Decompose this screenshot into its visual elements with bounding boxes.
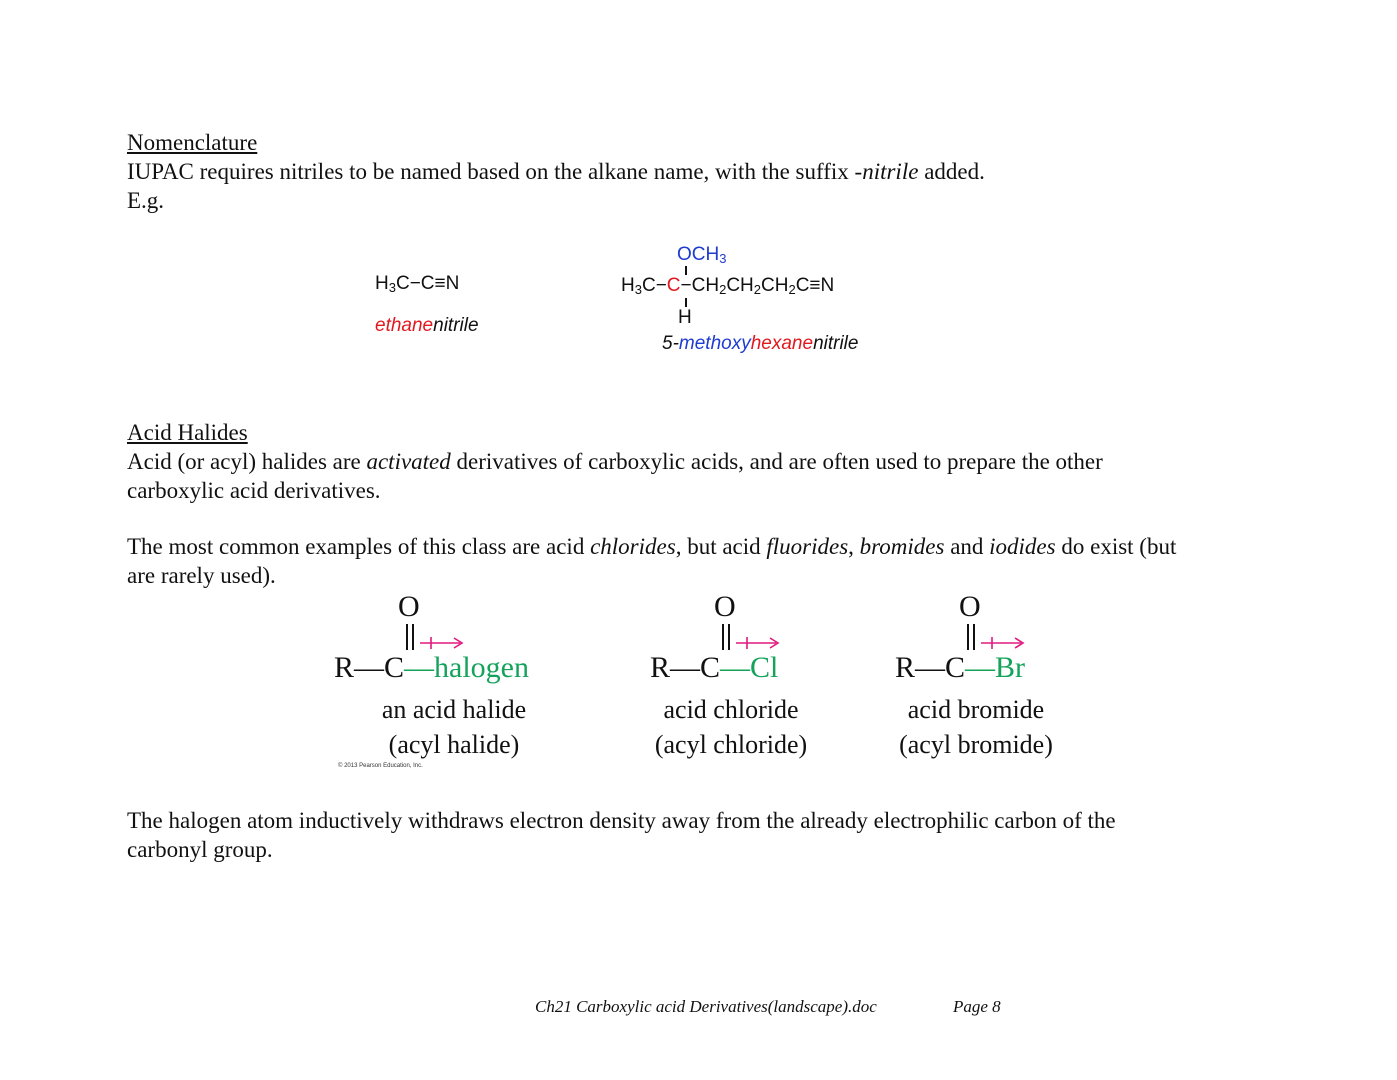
footer-page-number: Page 8: [953, 997, 1001, 1016]
acyl-halide-caption: (acyl halide): [388, 730, 520, 759]
footer-document-name: Ch21 Carboxylic acid Derivatives(landscape).doc: [535, 997, 877, 1016]
ethanenitrile-name: ethanenitrile: [375, 315, 479, 336]
dipole-arrow-icon: [979, 634, 1027, 652]
ethanenitrile-formula: $H_3C-C\equiv N$: [375, 273, 460, 295]
acid-halides-para2-cont: are rarely used).: [127, 563, 276, 588]
acid-halide-structure: [330, 588, 590, 768]
acid-bromide-caption: acid bromide: [907, 695, 1045, 724]
acyl-chloride-caption: (acyl chloride): [654, 730, 808, 759]
methoxy-group: $OCH_3$: [677, 244, 727, 266]
methoxyhexanenitrile-formula: $H_3C-C-CH_2CH_2CH_2C\equiv N$: [621, 275, 835, 297]
dipole-arrow-icon: [418, 634, 466, 652]
halogen-effect-para: The halogen atom inductively withdraws electron density away from the already electrophilic carbon of the: [127, 808, 1116, 833]
acid-chloride-structure: [646, 588, 846, 768]
acid-halides-para2: The most common examples of this class are acid chlorides, but acid fluorides, bromides and iodides do exist (but: [127, 534, 1177, 559]
acyl-bromide-caption: (acyl bromide): [899, 730, 1053, 759]
acid-halide-formula: R—C—halogen: [334, 651, 529, 684]
acid-halides-heading: Acid Halides: [127, 420, 248, 445]
nomenclature-text: IUPAC requires nitriles to be named based on the alkane name, with the suffix -nitrile added.: [127, 159, 985, 184]
double-bond-line-a: [967, 624, 969, 650]
acid-halide-caption: an acid halide: [381, 695, 527, 724]
methoxyhexanenitrile-name: 5-methoxyhexanenitrile: [662, 333, 859, 354]
oxygen-atom: O: [959, 590, 981, 623]
acid-chloride-formula: R—C—Cl: [650, 651, 779, 684]
oxygen-atom: O: [714, 590, 736, 623]
double-bond-line-b: [728, 624, 730, 650]
hydrogen-atom: H: [678, 307, 692, 328]
bond-down: [685, 298, 687, 307]
double-bond-line-b: [412, 624, 414, 650]
acid-chloride-caption: acid chloride: [663, 695, 799, 724]
acid-halides-para1: Acid (or acyl) halides are activated derivatives of carboxylic acids, and are often used to prepare the other: [127, 449, 1103, 474]
oxygen-atom: O: [398, 590, 420, 623]
eg-label: E.g.: [127, 188, 165, 213]
double-bond-line-a: [722, 624, 724, 650]
acid-bromide-formula: R—C—Br: [895, 651, 1026, 684]
double-bond-line-b: [973, 624, 975, 650]
bond-up: [685, 266, 687, 275]
acid-bromide-structure: [891, 588, 1091, 768]
double-bond-line-a: [406, 624, 408, 650]
halogen-effect-para-cont: carbonyl group.: [127, 837, 273, 862]
acid-halides-para1-cont: carboxylic acid derivatives.: [127, 478, 381, 503]
nomenclature-heading: Nomenclature: [127, 130, 258, 155]
dipole-arrow-icon: [734, 634, 782, 652]
copyright-notice: © 2013 Pearson Education, Inc.: [338, 763, 423, 769]
